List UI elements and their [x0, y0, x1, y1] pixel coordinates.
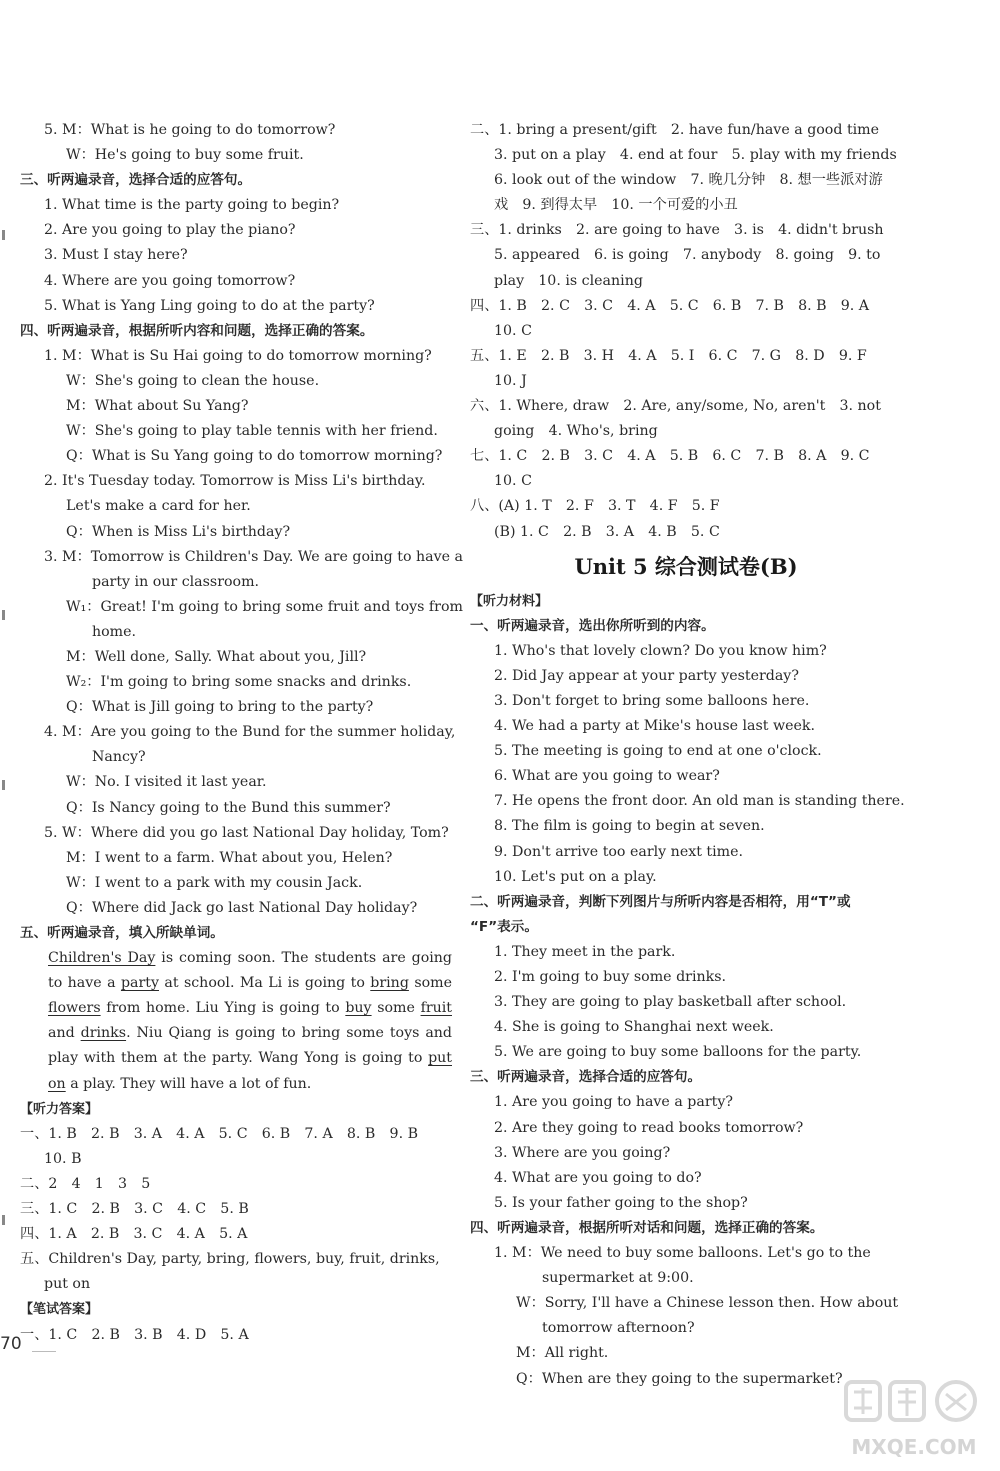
- passage-text: from home. Liu Ying is going to: [100, 1000, 346, 1017]
- text-line: 5. W：Where did you go last National Day holiday, Tom?: [44, 824, 449, 841]
- section-heading: 【听力材料】: [470, 593, 549, 609]
- text-line: 1. M：We need to buy some balloons. Let's go to the: [494, 1245, 871, 1262]
- text-line: W：I went to a park with my cousin Jack.: [66, 874, 363, 891]
- text-line: tomorrow afternoon?: [542, 1320, 695, 1337]
- text-line: 4. We had a party at Mike's house last week.: [494, 718, 816, 735]
- text-line: 8. The film is going to begin at seven.: [494, 818, 765, 835]
- text-line: M：What about Su Yang?: [66, 398, 249, 415]
- text-line: Let's make a card for her.: [66, 498, 251, 515]
- text-line: 2. Are you going to play the piano?: [44, 222, 296, 239]
- text-line: 一、1. C 2. B 3. B 4. D 5. A: [20, 1326, 249, 1343]
- text-line: put on: [44, 1276, 91, 1293]
- section-heading: 五、听两遍录音，填入所缺单词。: [20, 925, 224, 941]
- section-heading: “F”表示。: [470, 918, 538, 935]
- left-column: [20, 118, 463, 1348]
- text-line: 2. Did Jay appear at your party yesterday?: [494, 667, 799, 684]
- filled-blank: drinks: [80, 1025, 127, 1042]
- text-line: 6. What are you going to wear?: [494, 768, 720, 785]
- unit-title: Unit 5 综合测试卷(B): [574, 553, 798, 579]
- text-line: 四、1. B 2. C 3. C 4. A 5. C 6. B 7. B 8. B 9. A: [470, 297, 870, 314]
- text-line: 六、1. Where, draw 2. Are, any/some, No, aren't 3. not: [470, 398, 881, 415]
- passage-text: is coming soon. The students are going to have a: [48, 950, 452, 992]
- filled-blank: on: [48, 1075, 66, 1092]
- text-line: Nancy?: [92, 749, 146, 766]
- text-line: 四、1. A 2. B 3. C 4. A 5. A: [20, 1226, 248, 1243]
- binding-mark: [2, 780, 5, 790]
- filled-blank: party: [120, 975, 159, 992]
- text-line: 5. appeared 6. is going 7. anybody 8. going 9. to: [494, 247, 881, 264]
- text-line: M：Well done, Sally. What about you, Jill?: [66, 648, 367, 665]
- text-line: 1. Who's that lovely clown? Do you know him?: [494, 642, 827, 659]
- text-line: 10. J: [494, 372, 527, 389]
- text-line: 三、1. C 2. B 3. C 4. C 5. B: [20, 1201, 249, 1218]
- text-line: W：No. I visited it last year.: [66, 774, 267, 791]
- text-line: 二、2 4 1 3 5: [20, 1175, 151, 1192]
- page-number: 70: [0, 1334, 22, 1354]
- text-line: Q：Is Nancy going to the Bund this summer?: [66, 799, 391, 816]
- text-line: 三、1. drinks 2. are going to have 3. is 4. didn't brush: [470, 222, 884, 239]
- text-line: 2. It's Tuesday today. Tomorrow is Miss Li's birthday.: [44, 473, 426, 490]
- filled-blank: fruit: [420, 1000, 452, 1017]
- text-line: 5. What is Yang Ling going to do at the party?: [44, 297, 375, 314]
- text-line: 4. Where are you going tomorrow?: [44, 272, 296, 289]
- text-line: 10. C: [494, 473, 532, 490]
- section-heading: 三、听两遍录音，选择合适的应答句。: [20, 172, 252, 189]
- text-line: supermarket at 9:00.: [542, 1270, 694, 1287]
- text-line: (B) 1. C 2. B 3. A 4. B 5. C: [494, 523, 720, 540]
- text-line: 3. M：Tomorrow is Children's Day. We are going to have a: [44, 548, 463, 565]
- text-line: 3. Where are you going?: [494, 1144, 671, 1161]
- text-line: 一、1. B 2. B 3. A 4. A 5. C 6. B 7. A 8. B 9. B: [20, 1125, 419, 1142]
- text-line: 戏 9. 到得太早 10. 一个可爱的小丑: [494, 197, 738, 214]
- section-heading: 【笔试答案】: [20, 1302, 99, 1318]
- section-heading: 四、听两遍录音，根据所听对话和问题，选择正确的答案。: [470, 1219, 824, 1236]
- text-line: 2. I'm going to buy some drinks.: [494, 969, 727, 985]
- binding-mark: [2, 610, 5, 620]
- text-line: W：Sorry, I'll have a Chinese lesson then. How about: [516, 1295, 899, 1312]
- text-line: W₂：I'm going to bring some snacks and drinks.: [66, 674, 412, 691]
- text-line: M：I went to a farm. What about you, Helen?: [66, 849, 393, 866]
- binding-mark: [2, 230, 5, 240]
- text-line: 4. What are you going to do?: [494, 1169, 702, 1186]
- text-line: 八、(A) 1. T 2. F 3. T 4. F 5. F: [470, 498, 720, 515]
- section-heading: 四、听两遍录音，根据所听内容和问题，选择正确的答案。: [20, 322, 374, 339]
- section-heading: 一、听两遍录音，选出你所听到的内容。: [470, 617, 715, 634]
- passage-text: a play. They will have a lot of fun.: [65, 1075, 312, 1092]
- text-line: 1. Are you going to have a party?: [494, 1094, 733, 1111]
- section-heading: 三、听两遍录音，选择合适的应答句。: [470, 1069, 702, 1086]
- filled-blank: Children's Day: [48, 950, 156, 967]
- filled-blank: put: [428, 1050, 452, 1067]
- text-line: W₁：Great! I'm going to bring some fruit and toys from: [66, 598, 463, 615]
- text-line: 3. They are going to play basketball after school.: [494, 994, 847, 1011]
- passage-text: some: [371, 1000, 421, 1017]
- filled-blank: flowers: [48, 1000, 101, 1017]
- text-line: M：All right.: [516, 1345, 609, 1362]
- watermark-text: MXQE.COM: [851, 1435, 977, 1459]
- text-line: 二、1. bring a present/gift 2. have fun/have a good time: [470, 122, 880, 138]
- text-line: 5. The meeting is going to end at one o'clock.: [494, 743, 822, 760]
- text-line: 5. Is your father going to the shop?: [494, 1194, 748, 1211]
- text-line: 9. Don't arrive too early next time.: [494, 843, 744, 860]
- right-column: [470, 118, 905, 1392]
- text-line: 5. M：What is he going to do tomorrow?: [44, 122, 336, 138]
- text-line: 5. We are going to buy some balloons for the party.: [494, 1044, 862, 1061]
- text-line: 3. put on a play 4. end at four 5. play with my friends: [494, 147, 897, 164]
- filled-blank: buy: [345, 1000, 372, 1017]
- text-line: 3. Must I stay here?: [44, 247, 188, 264]
- text-line: 6. look out of the window 7. 晚几分钟 8. 想一些派对游: [494, 172, 883, 189]
- text-line: 4. She is going to Shanghai next week.: [494, 1019, 774, 1036]
- text-line: Q：When are they going to the supermarket?: [516, 1370, 843, 1387]
- text-line: W：She's going to clean the house.: [66, 372, 320, 389]
- text-line: play 10. is cleaning: [494, 272, 643, 289]
- passage-text: at school. Ma Li is going to: [158, 975, 371, 992]
- text-line: 七、1. C 2. B 3. C 4. A 5. B 6. C 7. B 8. A 9. C: [470, 448, 870, 465]
- text-line: 3. Don't forget to bring some balloons here.: [494, 692, 810, 709]
- text-line: Q：What is Jill going to bring to the party?: [66, 699, 374, 716]
- text-line: 五、Children's Day, party, bring, flowers, buy, fruit, drinks,: [20, 1251, 440, 1268]
- text-line: 2. Are they going to read books tomorrow?: [494, 1119, 804, 1136]
- text-line: home.: [92, 623, 137, 640]
- passage-text: and: [48, 1025, 81, 1042]
- text-line: going 4. Who's, bring: [494, 423, 658, 440]
- section-heading: 【听力答案】: [20, 1101, 99, 1117]
- text-line: 7. He opens the front door. An old man is standing there.: [494, 793, 905, 810]
- text-line: 10. C: [494, 322, 532, 339]
- text-line: 五、1. E 2. B 3. H 4. A 5. I 6. C 7. G 8. D 9. F: [470, 347, 867, 364]
- text-line: 1. M：What is Su Hai going to do tomorrow morning?: [44, 347, 432, 364]
- text-line: 4. M：Are you going to the Bund for the summer holiday,: [44, 724, 456, 741]
- passage-text: some: [408, 975, 452, 992]
- text-line: 10. Let's put on a play.: [494, 868, 657, 885]
- text-line: Q：Where did Jack go last National Day holiday?: [66, 899, 418, 916]
- section-heading: 二、听两遍录音，判断下列图片与所听内容是否相符，用“T”或: [470, 893, 851, 910]
- text-line: party in our classroom.: [92, 573, 260, 590]
- text-line: Q：When is Miss Li's birthday?: [66, 523, 291, 540]
- text-line: W：He's going to buy some fruit.: [66, 147, 304, 164]
- passage-text: . Niu Qiang is going to bring some toys and play with them at the party. Wang Yong is going to: [48, 1025, 452, 1067]
- page-number-rule: [32, 1351, 56, 1352]
- text-line: 1. They meet in the park.: [494, 943, 676, 960]
- text-line: Q：What is Su Yang going to do tomorrow morning?: [66, 448, 443, 465]
- text-line: 1. What time is the party going to begin?: [44, 197, 340, 214]
- filled-blank: bring: [370, 975, 409, 992]
- binding-mark: [2, 1215, 5, 1225]
- watermark-logo: [838, 1378, 990, 1462]
- text-line: 10. B: [44, 1150, 82, 1167]
- cloze-passage: [20, 946, 452, 1097]
- text-line: W：She's going to play table tennis with her friend.: [66, 423, 438, 440]
